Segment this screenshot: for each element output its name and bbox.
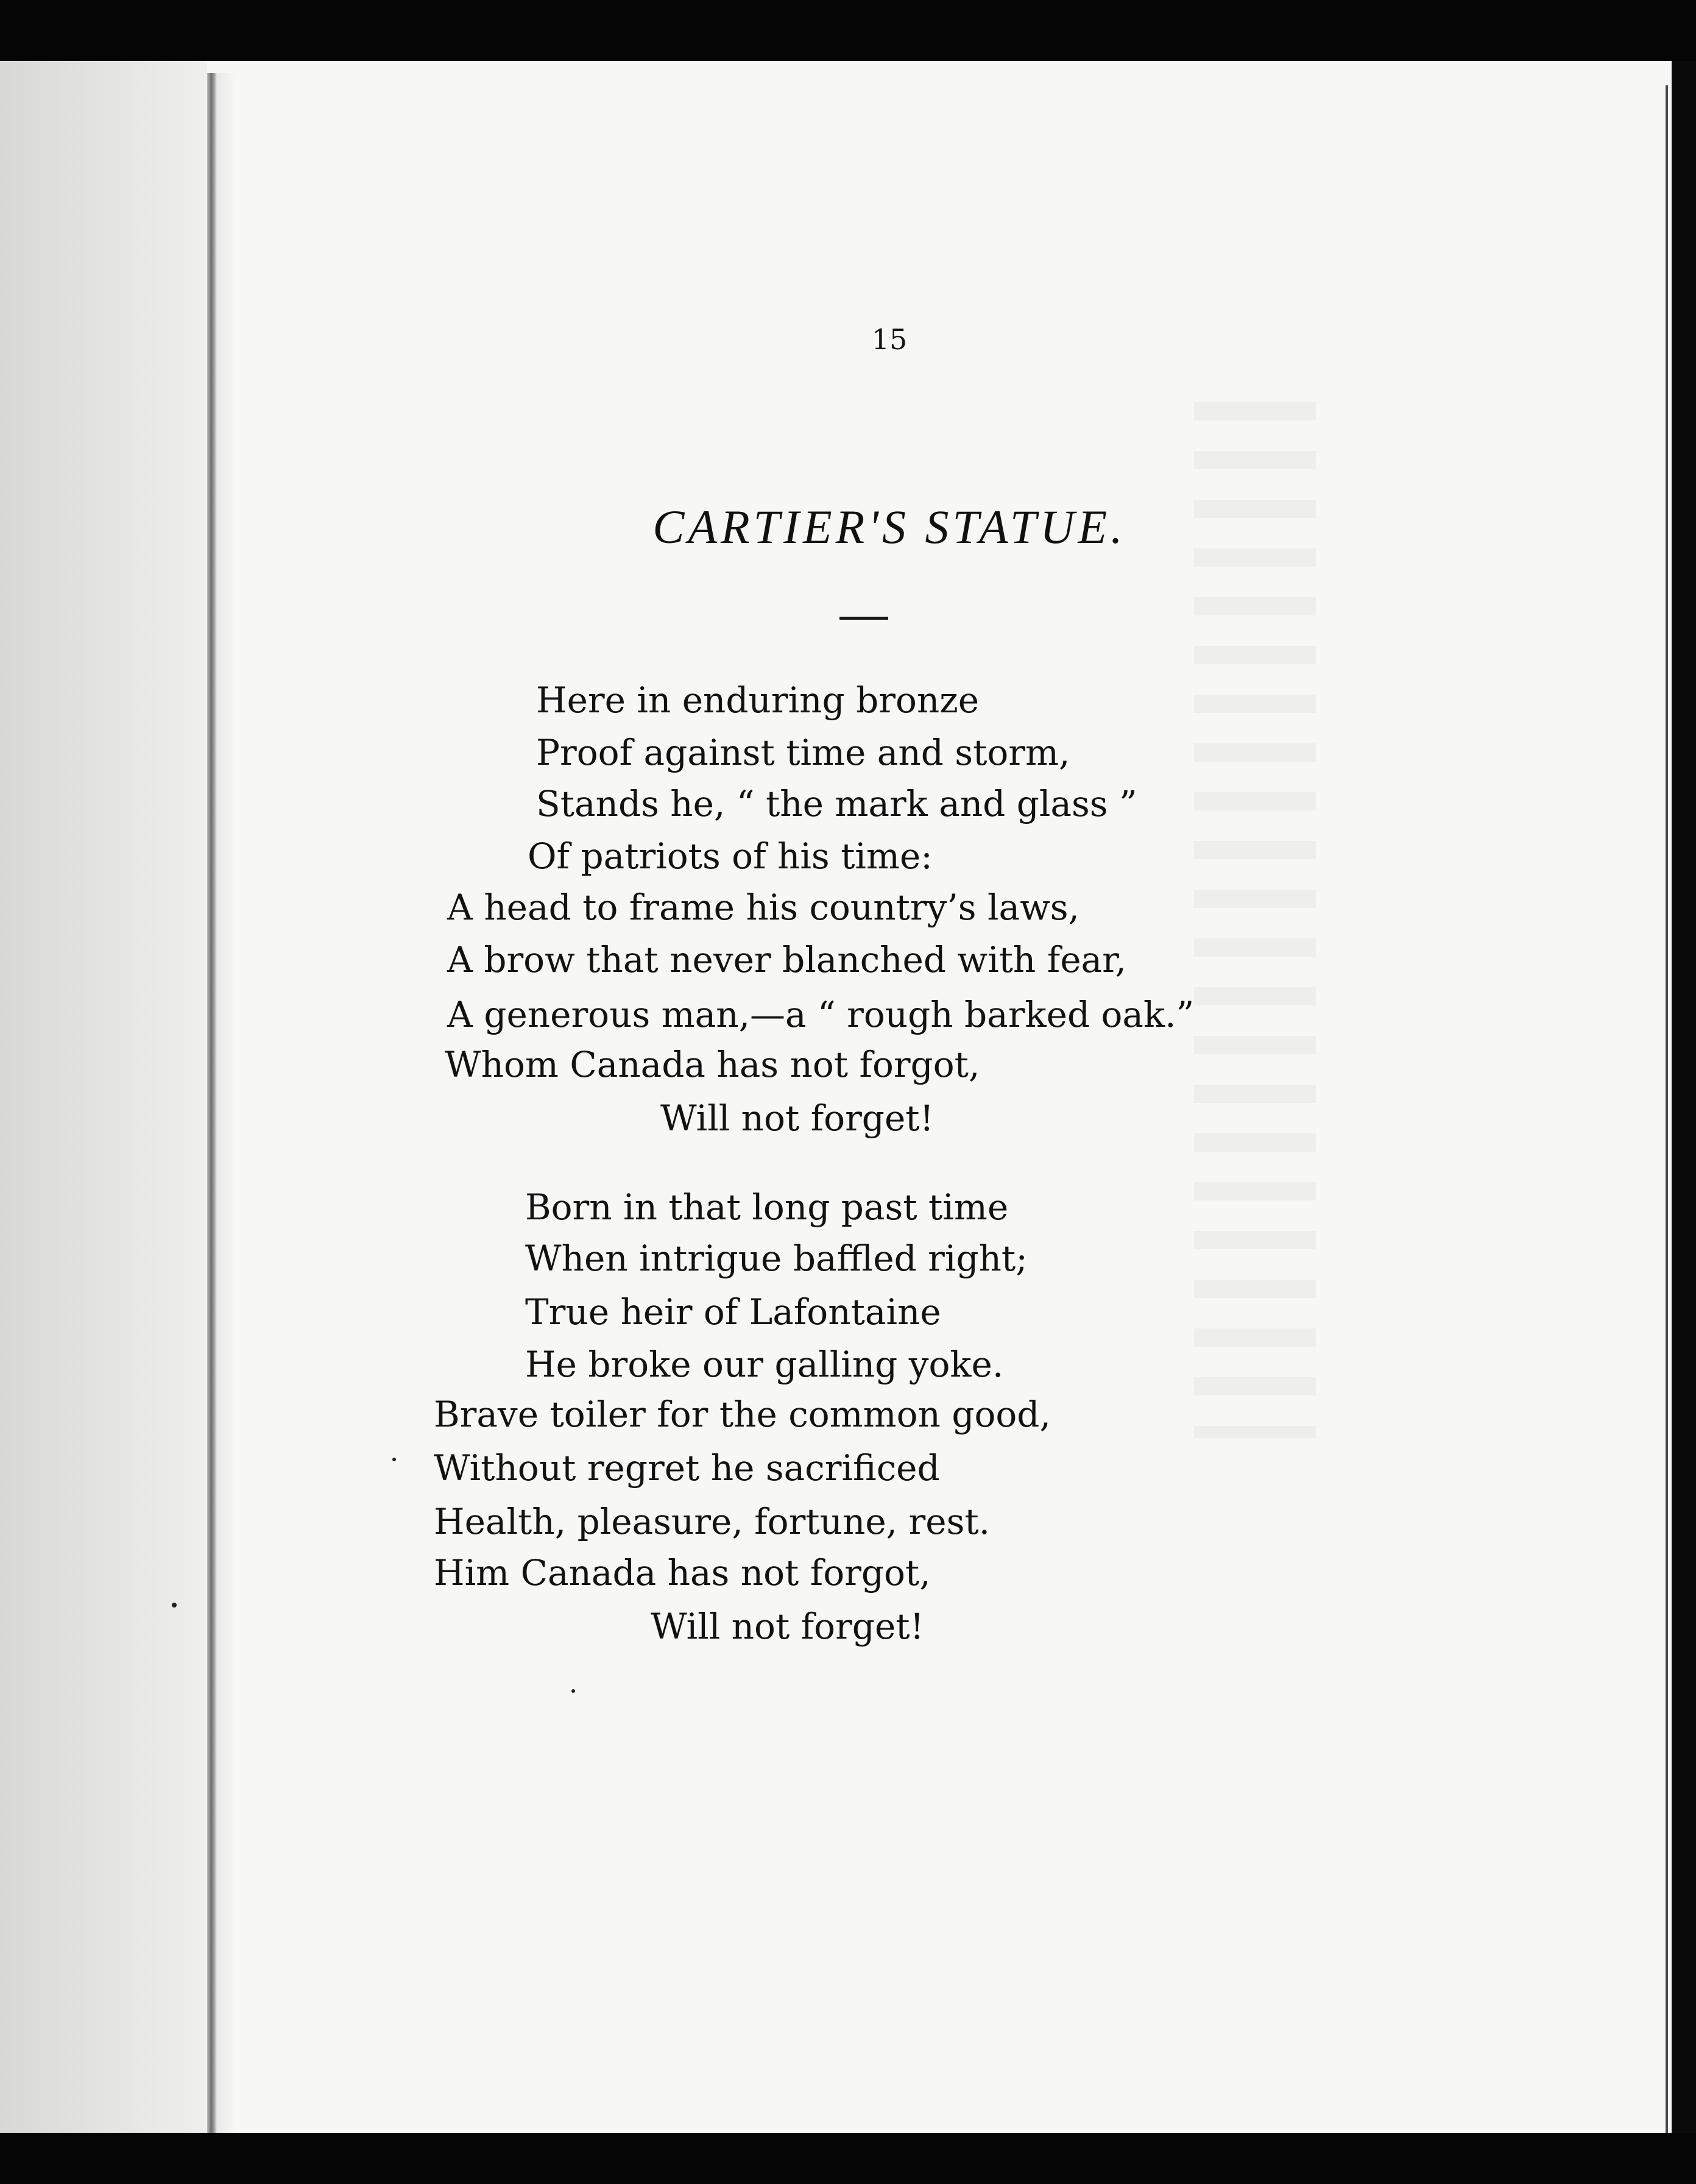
- poem-line: Will not forget!: [651, 1606, 924, 1647]
- ink-speck: [571, 1689, 575, 1693]
- poem-line: Proof against time and storm,: [536, 732, 1070, 773]
- poem-line: Stands he, “ the mark and glass ”: [536, 783, 1137, 824]
- page-number: 15: [871, 323, 908, 356]
- poem-line: Will not forget!: [660, 1097, 934, 1139]
- ink-speck: [172, 1603, 177, 1608]
- poem-line: Of patriots of his time:: [528, 835, 933, 877]
- poem-line: Here in enduring bronze: [536, 679, 980, 721]
- poem-line: He broke our galling yoke.: [525, 1344, 1004, 1385]
- ink-speck: [392, 1458, 396, 1461]
- poem-line: Him Canada has not forgot,: [434, 1552, 931, 1594]
- poem-title: CARTIER'S STATUE.: [652, 500, 1126, 553]
- poem-line: A brow that never blanched with fear,: [447, 939, 1126, 980]
- poem-line: Health, pleasure, fortune, rest.: [434, 1501, 991, 1542]
- poem-line: When intrigue baffled right;: [525, 1238, 1028, 1279]
- poem-line: A generous man,—a “ rough barked oak.”: [447, 994, 1195, 1035]
- poem-line: A head to frame his country’s laws,: [447, 887, 1079, 928]
- poem-line: Without regret he sacrificed: [434, 1447, 940, 1489]
- poem-line: Born in that long past time: [525, 1186, 1009, 1228]
- poem-line: Whom Canada has not forgot,: [445, 1044, 980, 1085]
- poem-line: Brave toiler for the common good,: [434, 1394, 1051, 1435]
- poem-line: True heir of Lafontaine: [525, 1291, 941, 1333]
